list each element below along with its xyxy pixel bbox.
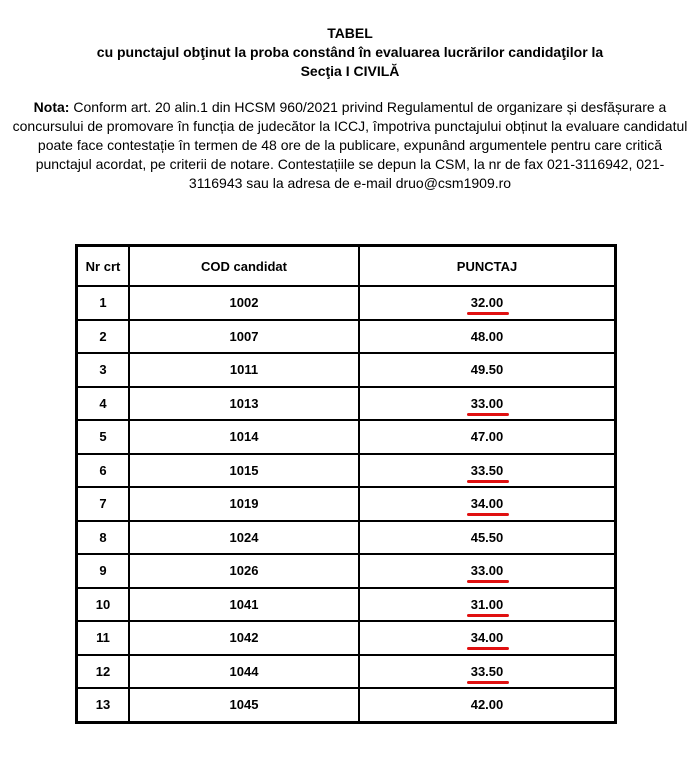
cell-nr-crt: 12 [77, 655, 129, 689]
note-paragraph [12, 98, 688, 193]
table-row [77, 521, 615, 555]
cell-nr-crt: 9 [77, 554, 129, 588]
table-row [77, 320, 615, 354]
cell-nr-crt: 6 [77, 454, 129, 488]
punctaj-value: 49.50 [470, 362, 504, 378]
cell-nr-crt: 7 [77, 487, 129, 521]
punctaj-value-underlined: 32.00 [470, 295, 504, 311]
punctaj-value-underlined: 33.50 [470, 663, 504, 679]
results-table [75, 244, 617, 724]
punctaj-value: 48.00 [470, 328, 504, 344]
table-row [77, 420, 615, 454]
punctaj-value: 42.00 [470, 697, 504, 713]
column-header-punctaj: PUNCTAJ [359, 246, 615, 286]
punctaj-value: 45.50 [470, 529, 504, 545]
cell-punctaj [359, 353, 615, 387]
cell-punctaj [359, 454, 615, 488]
punctaj-value-underlined: 31.00 [470, 596, 504, 612]
cell-nr-crt: 3 [77, 353, 129, 387]
cell-cod-candidat: 1024 [129, 521, 359, 555]
document-subtitle-line-1: cu punctajul obţinut la proba constând în evaluarea lucrărilor candidaţilor la [96, 44, 604, 60]
cell-nr-crt: 4 [77, 387, 129, 421]
table-row [77, 286, 615, 320]
table-row [77, 454, 615, 488]
cell-nr-crt: 13 [77, 688, 129, 722]
cell-cod-candidat: 1041 [129, 588, 359, 622]
cell-cod-candidat: 1014 [129, 420, 359, 454]
cell-punctaj [359, 554, 615, 588]
table-row [77, 688, 615, 722]
punctaj-value-underlined: 33.50 [470, 462, 504, 478]
cell-punctaj [359, 655, 615, 689]
table-row [77, 655, 615, 689]
cell-punctaj [359, 320, 615, 354]
cell-cod-candidat: 1007 [129, 320, 359, 354]
cell-punctaj [359, 688, 615, 722]
cell-cod-candidat: 1002 [129, 286, 359, 320]
note-label: Nota: [33, 99, 70, 115]
column-header-cod-candidat: COD candidat [129, 246, 359, 286]
punctaj-value-underlined: 33.00 [470, 563, 504, 579]
cell-cod-candidat: 1013 [129, 387, 359, 421]
document-subtitle-line-2: Secţia I CIVILĂ [300, 63, 400, 79]
cell-cod-candidat: 1045 [129, 688, 359, 722]
table-row [77, 353, 615, 387]
cell-punctaj [359, 621, 615, 655]
cell-nr-crt: 10 [77, 588, 129, 622]
cell-punctaj [359, 487, 615, 521]
cell-punctaj [359, 420, 615, 454]
cell-nr-crt: 11 [77, 621, 129, 655]
cell-punctaj [359, 286, 615, 320]
cell-punctaj [359, 521, 615, 555]
cell-nr-crt: 5 [77, 420, 129, 454]
table-row [77, 487, 615, 521]
document-header [0, 24, 700, 81]
cell-cod-candidat: 1042 [129, 621, 359, 655]
column-header-nr-crt: Nr crt [77, 246, 129, 286]
cell-cod-candidat: 1019 [129, 487, 359, 521]
cell-cod-candidat: 1011 [129, 353, 359, 387]
cell-cod-candidat: 1015 [129, 454, 359, 488]
table-row [77, 621, 615, 655]
cell-punctaj [359, 588, 615, 622]
cell-nr-crt: 8 [77, 521, 129, 555]
cell-cod-candidat: 1026 [129, 554, 359, 588]
cell-punctaj [359, 387, 615, 421]
table-row [77, 588, 615, 622]
table-row [77, 554, 615, 588]
punctaj-value-underlined: 34.00 [470, 630, 504, 646]
table-row [77, 387, 615, 421]
punctaj-value-underlined: 33.00 [470, 395, 504, 411]
punctaj-value: 47.00 [470, 429, 504, 445]
cell-nr-crt: 1 [77, 286, 129, 320]
table-body [77, 286, 615, 722]
cell-nr-crt: 2 [77, 320, 129, 354]
table-header-row [77, 246, 615, 286]
note-text: Conform art. 20 alin.1 din HCSM 960/2021 privind Regulamentul de organizare și desfășurare a concursului de promovare în funcția de judecător la ICCJ, împotriva punctajului obținut la evaluare candidatul poate face contestație în termen de 48 ore de la publicare, expunând argumentele pentru care critică punctajul acordat, pe criterii de notare. Contestațiile se depun la CSM, la nr de fax 021-3116942, 021-3116943 sau la adresa de e-mail druo@csm1909.ro [12, 99, 688, 191]
punctaj-value-underlined: 34.00 [470, 496, 504, 512]
document-title: TABEL [327, 25, 373, 41]
cell-cod-candidat: 1044 [129, 655, 359, 689]
